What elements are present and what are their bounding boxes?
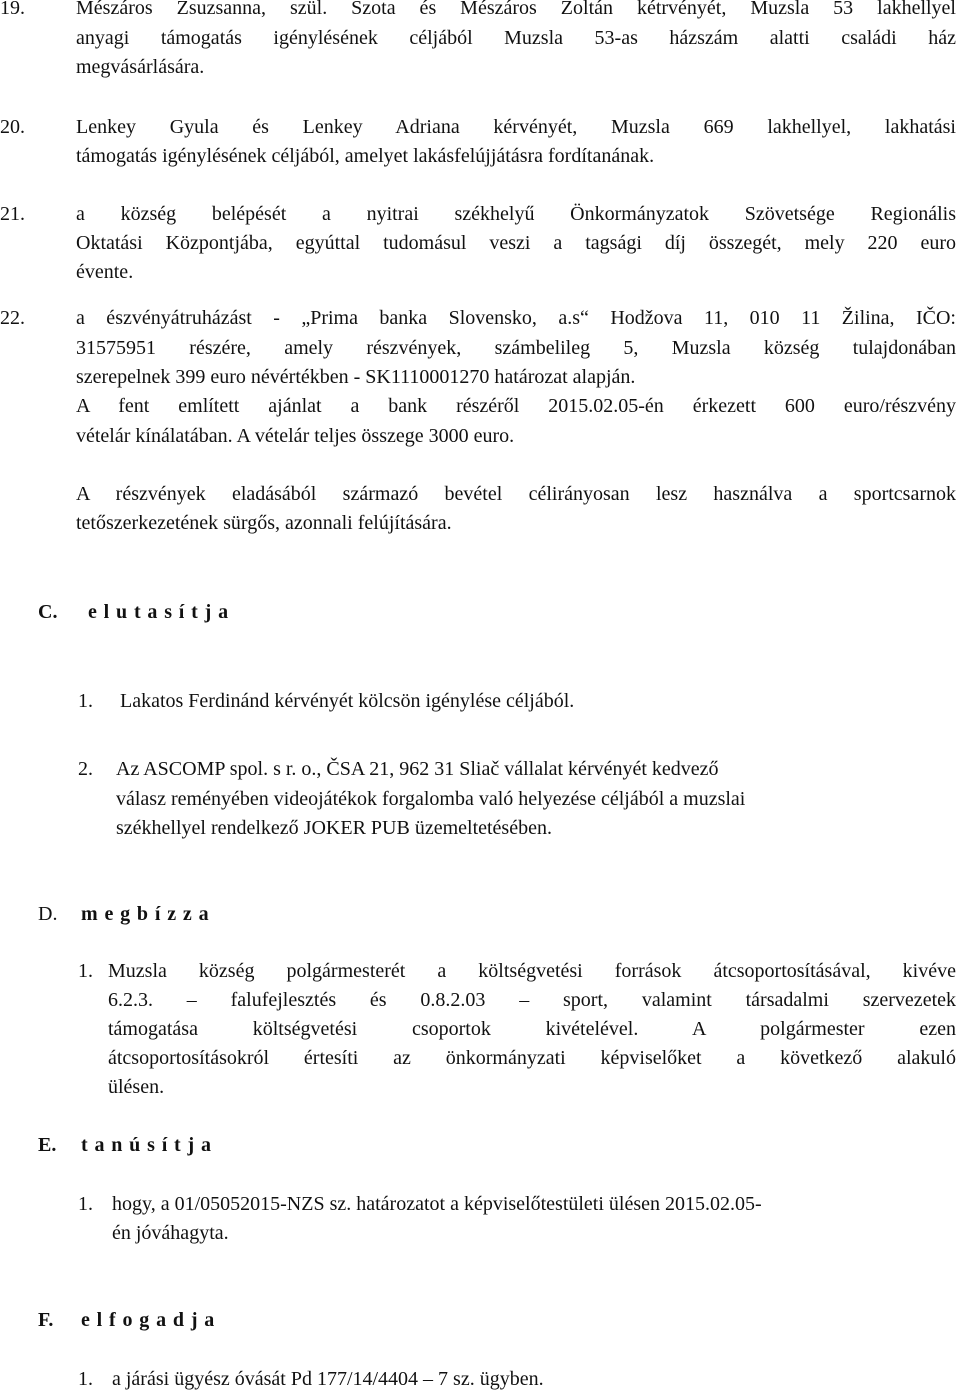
list-item-text: válasz reményében videojátékok forgalomba való helyezése céljából a muzslai [116,788,746,810]
section-heading: megbízza [81,903,216,925]
item-text-line: támogatás igénylésének céljából, amelyet lakásfelújjátásra fordítanának. [76,145,655,167]
section-letter: F. [38,1309,54,1331]
list-item-text: ülésen. [108,1076,165,1098]
list-number: 1. [78,1368,93,1390]
section-letter: D. [38,903,58,925]
item-text-line: Mészáros Zsuzsanna, szül. Szota és Mészáros Zoltán kétrvényét, Muzsla 53 lakhellyel [76,0,956,19]
list-item-text: átcsoportosításokról értesíti az önkormányzati képviselőket a következő alakuló [108,1047,956,1069]
item-number: 19. [0,0,25,19]
item-text-line: 31575951 részére, amely részvények, számbelileg 5, Muzsla község tulajdonában [76,337,956,359]
item-number: 22. [0,307,25,329]
section-heading: tanúsítja [81,1134,218,1156]
list-item-text: a járási ügyész óvását Pd 177/14/4404 – 7 sz. ügyben. [112,1368,544,1390]
item-text-line: anyagi támogatás igénylésének céljából Muzsla 53-as házszám alatti családi ház [76,27,956,49]
item-text-line: tetőszerkezetének sürgős, azonnali felújítására. [76,512,452,534]
section-heading: elutasítja [88,601,235,623]
list-item-text: támogatása költségvetési csoportok kivételével. A polgármester ezen [108,1018,956,1040]
list-item-text: én jóváhagyta. [112,1222,229,1244]
section-heading: elfogadja [81,1309,222,1331]
item-number: 20. [0,116,25,138]
list-item-text: székhellyel rendelkező JOKER PUB üzemeltetésében. [116,817,552,839]
list-item-text: 6.2.3. – falufejlesztés és 0.8.2.03 – sport, valamint társadalmi szervezetek [108,989,956,1011]
item-text-line: vételár kínálatában. A vételár teljes összege 3000 euro. [76,425,515,447]
item-text-line: évente. [76,261,134,283]
list-number: 1. [78,1193,93,1215]
list-item-text: Muzsla község polgármesterét a költségvetési források átcsoportosításával, kivéve [108,960,956,982]
item-text-line: megvásárlására. [76,56,205,78]
item-text-line: Lenkey Gyula és Lenkey Adriana kérvényét, Muzsla 669 lakhellyel, lakhatási [76,116,956,138]
item-text-line: a észvényátruházást - „Prima banka Slovensko, a.s“ Hodžova 11, 010 11 Žilina, IČO: [76,307,956,329]
item-text-line: szerepelnek 399 euro névértékben - SK1110001270 határozat alapján. [76,366,636,388]
section-letter: E. [38,1134,57,1156]
list-number: 1. [78,690,93,712]
item-text-line: A részvények eladásából származó bevétel célirányosan lesz használva a sportcsarnok [76,483,956,505]
section-letter: C. [38,601,58,623]
list-item-text: hogy, a 01/05052015-NZS sz. határozatot a képviselőtestületi ülésen 2015.02.05- [112,1193,762,1215]
list-number: 1. [78,960,93,982]
list-number: 2. [78,758,93,780]
item-text-line: Oktatási Központjába, egyúttal tudomásul veszi a tagsági díj összegét, mely 220 euro [76,232,956,254]
item-text-line: A fent említett ajánlat a bank részéről 2015.02.05-én érkezett 600 euro/részvény [76,395,956,417]
list-item-text: Lakatos Ferdinánd kérvényét kölcsön igénylése céljából. [120,690,575,712]
item-text-line: a község belépését a nyitrai székhelyű Önkormányzatok Szövetsége Regionális [76,203,956,225]
list-item-text: Az ASCOMP spol. s r. o., ČSA 21, 962 31 Sliač vállalat kérvényét kedvező [116,758,719,780]
item-number: 21. [0,203,25,225]
